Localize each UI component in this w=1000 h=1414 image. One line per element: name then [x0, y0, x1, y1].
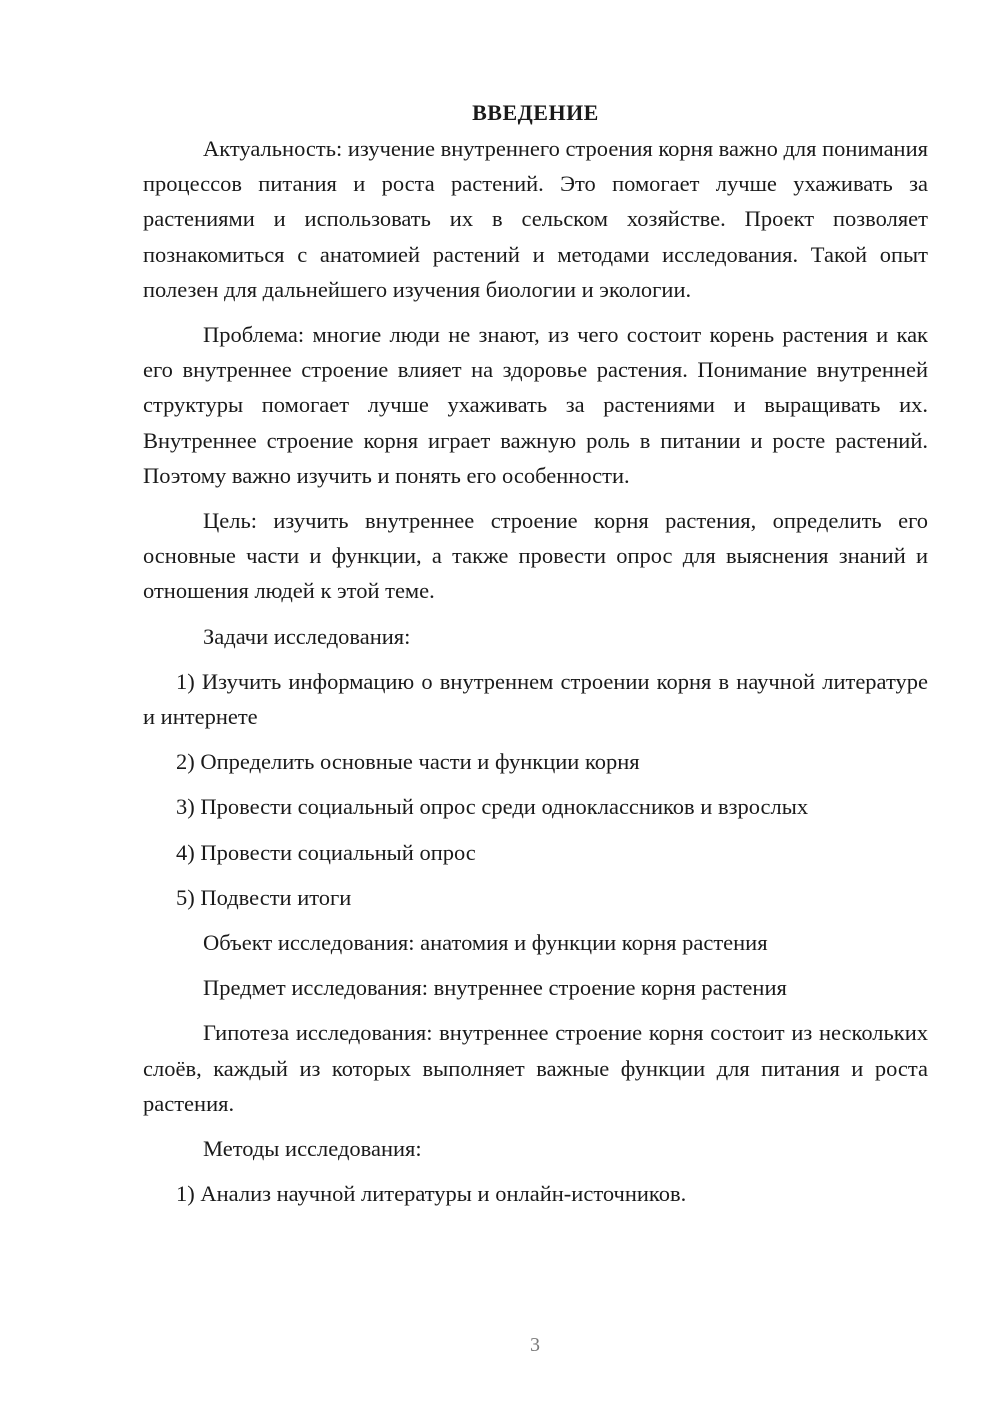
goal-paragraph: Цель: изучить внутреннее строение корня растения, определить его основные части и функции, а также провести опрос для выяснения знаний и отношения людей к этой теме.	[143, 508, 928, 604]
task-item-3: 3) Провести социальный опрос среди одноклассников и взрослых	[176, 794, 809, 820]
method-item-1: 1) Анализ научной литературы и онлайн-источников.	[176, 1181, 687, 1207]
task-item-4: 4) Провести социальный опрос	[176, 839, 476, 865]
object-paragraph: Объект исследования: анатомия и функции корня растения	[203, 930, 768, 956]
document-page	[143, 95, 928, 1221]
page-number: 3	[530, 1334, 540, 1356]
problem-paragraph: Проблема: многие люди не знают, из чего состоит корень растения и как его внутреннее строение влияет на здоровье растения. Понимание внутренней структуры помогает лучше ухаживать за растениями и выращивать их. Внутреннее строение корня играет важную роль в питании и росте растений. Поэтому важно изучить и понять его особенности.	[143, 322, 928, 488]
subject-paragraph: Предмет исследования: внутреннее строение корня растения	[203, 975, 787, 1001]
task-item-1: 1) Изучить информацию о внутреннем строении корня в научной литературе и интернете	[143, 668, 928, 730]
relevance-paragraph: Актуальность: изучение внутреннего строения корня важно для понимания процессов питания и роста растений. Это помогает лучше ухаживать за растениями и использовать их в сельском хозяйстве. Проект позволяет познакомиться с анатомией растений и методами исследования. Такой опыт полезен для дальнейшего изучения биологии и экологии.	[143, 136, 928, 302]
tasks-title: Задачи исследования:	[203, 623, 411, 649]
task-item-5: 5) Подвести итоги	[176, 884, 352, 910]
methods-title: Методы исследования:	[203, 1136, 422, 1162]
section-heading: ВВЕДЕНИЕ	[472, 100, 599, 125]
hypothesis-paragraph: Гипотеза исследования: внутреннее строение корня состоит из нескольких слоёв, каждый из которых выполняет важные функции для питания и роста растения.	[143, 1020, 928, 1116]
task-item-2: 2) Определить основные части и функции корня	[176, 749, 640, 775]
